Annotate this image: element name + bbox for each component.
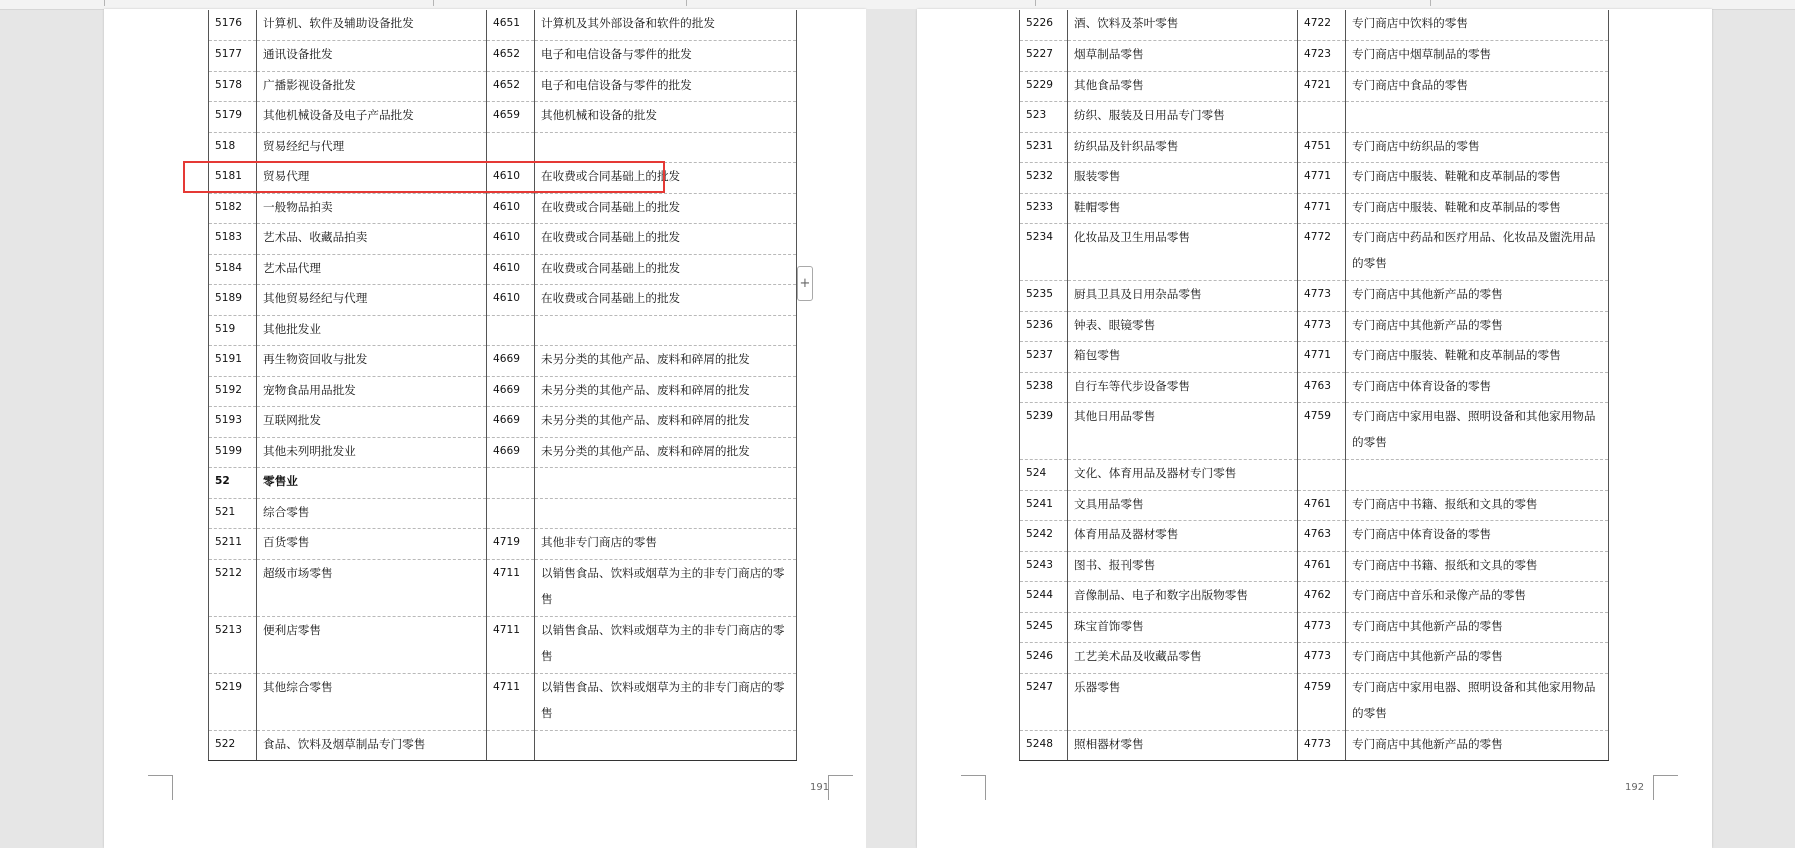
code-cell: 5212 bbox=[209, 559, 257, 616]
code-cell: 5232 bbox=[1020, 163, 1068, 194]
description-cell: 专门商店中体育设备的零售 bbox=[1346, 372, 1609, 403]
name-cell: 超级市场零售 bbox=[257, 559, 487, 616]
isic-code-cell: 4719 bbox=[487, 529, 535, 560]
name-cell: 通讯设备批发 bbox=[257, 41, 487, 72]
table-row bbox=[209, 437, 797, 468]
isic-code-cell: 4669 bbox=[487, 437, 535, 468]
isic-code-cell bbox=[1298, 102, 1346, 133]
code-cell: 52 bbox=[209, 468, 257, 499]
isic-code-cell: 4652 bbox=[487, 41, 535, 72]
name-cell: 贸易代理 bbox=[257, 163, 487, 194]
code-cell: 521 bbox=[209, 498, 257, 529]
description-cell: 专门商店中纺织品的零售 bbox=[1346, 132, 1609, 163]
page-corner-mark bbox=[1653, 775, 1678, 800]
isic-code-cell: 4762 bbox=[1298, 582, 1346, 613]
description-cell: 以销售食品、饮料或烟草为主的非专门商店的零售 bbox=[535, 673, 797, 730]
isic-code-cell bbox=[1298, 460, 1346, 491]
isic-code-cell: 4771 bbox=[1298, 193, 1346, 224]
isic-code-cell: 4651 bbox=[487, 10, 535, 41]
description-cell bbox=[535, 315, 797, 346]
page-number: 191 bbox=[810, 782, 830, 793]
name-cell: 厨具卫具及日用杂品零售 bbox=[1068, 281, 1298, 312]
isic-code-cell: 4669 bbox=[487, 407, 535, 438]
code-cell: 5238 bbox=[1020, 372, 1068, 403]
description-cell: 专门商店中烟草制品的零售 bbox=[1346, 41, 1609, 72]
table-row bbox=[1020, 311, 1609, 342]
code-cell: 5235 bbox=[1020, 281, 1068, 312]
code-cell: 5177 bbox=[209, 41, 257, 72]
description-cell: 专门商店中其他新产品的零售 bbox=[1346, 730, 1609, 761]
table-row bbox=[209, 730, 797, 761]
code-cell: 524 bbox=[1020, 460, 1068, 491]
isic-code-cell: 4773 bbox=[1298, 281, 1346, 312]
isic-code-cell: 4610 bbox=[487, 193, 535, 224]
code-cell: 5233 bbox=[1020, 193, 1068, 224]
code-cell: 5219 bbox=[209, 673, 257, 730]
isic-code-cell: 4772 bbox=[1298, 224, 1346, 281]
ruler-tick bbox=[104, 0, 105, 6]
table-row bbox=[209, 616, 797, 673]
table-row bbox=[1020, 10, 1609, 41]
highlight-box bbox=[183, 161, 665, 194]
page-number: 192 bbox=[1625, 782, 1645, 793]
ruler-tick bbox=[686, 0, 687, 6]
name-cell: 一般物品拍卖 bbox=[257, 193, 487, 224]
isic-code-cell: 4610 bbox=[487, 224, 535, 255]
description-cell: 未另分类的其他产品、废料和碎屑的批发 bbox=[535, 407, 797, 438]
code-cell: 5239 bbox=[1020, 403, 1068, 460]
table-row bbox=[1020, 372, 1609, 403]
name-cell: 纺织、服装及日用品专门零售 bbox=[1068, 102, 1298, 133]
table-row bbox=[209, 102, 797, 133]
isic-code-cell: 4751 bbox=[1298, 132, 1346, 163]
code-cell: 5243 bbox=[1020, 551, 1068, 582]
isic-code-cell: 4722 bbox=[1298, 10, 1346, 41]
description-cell: 专门商店中书籍、报纸和文具的零售 bbox=[1346, 490, 1609, 521]
description-cell: 电子和电信设备与零件的批发 bbox=[535, 71, 797, 102]
table-row bbox=[209, 673, 797, 730]
table-row bbox=[209, 407, 797, 438]
description-cell: 专门商店中服装、鞋靴和皮革制品的零售 bbox=[1346, 163, 1609, 194]
isic-code-cell bbox=[487, 315, 535, 346]
table-row bbox=[1020, 460, 1609, 491]
isic-code-cell: 4773 bbox=[1298, 311, 1346, 342]
table-row bbox=[1020, 132, 1609, 163]
ruler-tick bbox=[1035, 0, 1036, 6]
description-cell: 专门商店中服装、鞋靴和皮革制品的零售 bbox=[1346, 193, 1609, 224]
code-cell: 5234 bbox=[1020, 224, 1068, 281]
name-cell: 贸易经纪与代理 bbox=[257, 132, 487, 163]
code-cell: 5229 bbox=[1020, 71, 1068, 102]
description-cell bbox=[535, 730, 797, 761]
code-cell: 5199 bbox=[209, 437, 257, 468]
name-cell: 乐器零售 bbox=[1068, 673, 1298, 730]
description-cell bbox=[535, 468, 797, 499]
description-cell: 计算机及其外部设备和软件的批发 bbox=[535, 10, 797, 41]
description-cell: 电子和电信设备与零件的批发 bbox=[535, 41, 797, 72]
table-row bbox=[209, 559, 797, 616]
isic-code-cell: 4761 bbox=[1298, 490, 1346, 521]
table-row bbox=[1020, 342, 1609, 373]
code-cell: 5183 bbox=[209, 224, 257, 255]
table-row bbox=[1020, 582, 1609, 613]
description-cell bbox=[535, 132, 797, 163]
isic-code-cell bbox=[487, 468, 535, 499]
page-corner-mark bbox=[961, 775, 986, 800]
isic-code-cell: 4610 bbox=[487, 254, 535, 285]
isic-code-cell: 4652 bbox=[487, 71, 535, 102]
description-cell: 其他非专门商店的零售 bbox=[535, 529, 797, 560]
name-cell: 其他日用品零售 bbox=[1068, 403, 1298, 460]
name-cell: 烟草制品零售 bbox=[1068, 41, 1298, 72]
isic-code-cell: 4771 bbox=[1298, 163, 1346, 194]
name-cell: 图书、报刊零售 bbox=[1068, 551, 1298, 582]
code-cell: 5242 bbox=[1020, 521, 1068, 552]
isic-code-cell bbox=[487, 132, 535, 163]
isic-code-cell: 4669 bbox=[487, 376, 535, 407]
description-cell: 专门商店中音乐和录像产品的零售 bbox=[1346, 582, 1609, 613]
isic-code-cell: 4773 bbox=[1298, 643, 1346, 674]
document-page-left[interactable] bbox=[104, 9, 866, 848]
name-cell: 工艺美术品及收藏品零售 bbox=[1068, 643, 1298, 674]
ruler-tick bbox=[433, 0, 434, 6]
name-cell: 音像制品、电子和数字出版物零售 bbox=[1068, 582, 1298, 613]
description-cell: 其他机械和设备的批发 bbox=[535, 102, 797, 133]
table-row bbox=[1020, 673, 1609, 730]
name-cell: 酒、饮料及茶叶零售 bbox=[1068, 10, 1298, 41]
description-cell: 专门商店中书籍、报纸和文具的零售 bbox=[1346, 551, 1609, 582]
table-row bbox=[1020, 551, 1609, 582]
table-row bbox=[209, 346, 797, 377]
name-cell: 艺术品、收藏品拍卖 bbox=[257, 224, 487, 255]
description-cell: 在收费或合同基础上的批发 bbox=[535, 163, 797, 194]
code-cell: 5248 bbox=[1020, 730, 1068, 761]
table-row bbox=[209, 285, 797, 316]
table-row bbox=[209, 376, 797, 407]
isic-code-cell: 4773 bbox=[1298, 730, 1346, 761]
code-cell: 5179 bbox=[209, 102, 257, 133]
code-cell: 5182 bbox=[209, 193, 257, 224]
table-row bbox=[1020, 41, 1609, 72]
name-cell: 其他贸易经纪与代理 bbox=[257, 285, 487, 316]
name-cell: 艺术品代理 bbox=[257, 254, 487, 285]
description-cell: 未另分类的其他产品、废料和碎屑的批发 bbox=[535, 346, 797, 377]
description-cell bbox=[1346, 460, 1609, 491]
description-cell: 在收费或合同基础上的批发 bbox=[535, 224, 797, 255]
isic-code-cell: 4773 bbox=[1298, 612, 1346, 643]
name-cell: 纺织品及针织品零售 bbox=[1068, 132, 1298, 163]
code-cell: 5193 bbox=[209, 407, 257, 438]
description-cell: 专门商店中家用电器、照明设备和其他家用物品的零售 bbox=[1346, 403, 1609, 460]
table-row bbox=[1020, 730, 1609, 761]
isic-code-cell: 4711 bbox=[487, 559, 535, 616]
isic-code-cell: 4669 bbox=[487, 346, 535, 377]
ruler-tick bbox=[1430, 0, 1431, 6]
code-cell: 5246 bbox=[1020, 643, 1068, 674]
description-cell: 专门商店中食品的零售 bbox=[1346, 71, 1609, 102]
code-cell: 523 bbox=[1020, 102, 1068, 133]
name-cell: 钟表、眼镜零售 bbox=[1068, 311, 1298, 342]
name-cell: 其他批发业 bbox=[257, 315, 487, 346]
name-cell: 便利店零售 bbox=[257, 616, 487, 673]
name-cell: 计算机、软件及辅助设备批发 bbox=[257, 10, 487, 41]
description-cell: 以销售食品、饮料或烟草为主的非专门商店的零售 bbox=[535, 616, 797, 673]
code-cell: 5176 bbox=[209, 10, 257, 41]
table-row bbox=[1020, 490, 1609, 521]
code-cell: 5191 bbox=[209, 346, 257, 377]
name-cell: 其他未列明批发业 bbox=[257, 437, 487, 468]
isic-code-cell: 4771 bbox=[1298, 342, 1346, 373]
name-cell: 体育用品及器材零售 bbox=[1068, 521, 1298, 552]
table-row bbox=[209, 468, 797, 499]
table-row bbox=[209, 498, 797, 529]
name-cell: 再生物资回收与批发 bbox=[257, 346, 487, 377]
name-cell: 其他食品零售 bbox=[1068, 71, 1298, 102]
table-row bbox=[1020, 403, 1609, 460]
description-cell: 专门商店中其他新产品的零售 bbox=[1346, 311, 1609, 342]
table-row bbox=[1020, 521, 1609, 552]
name-cell: 百货零售 bbox=[257, 529, 487, 560]
isic-code-cell: 4763 bbox=[1298, 372, 1346, 403]
code-cell: 5226 bbox=[1020, 10, 1068, 41]
name-cell: 食品、饮料及烟草制品专门零售 bbox=[257, 730, 487, 761]
description-cell: 未另分类的其他产品、废料和碎屑的批发 bbox=[535, 376, 797, 407]
isic-code-cell bbox=[487, 498, 535, 529]
isic-code-cell: 4759 bbox=[1298, 673, 1346, 730]
add-row-button[interactable]: + bbox=[797, 266, 813, 301]
table-row bbox=[1020, 163, 1609, 194]
code-cell: 5241 bbox=[1020, 490, 1068, 521]
code-cell: 5211 bbox=[209, 529, 257, 560]
table-row bbox=[1020, 193, 1609, 224]
description-cell: 未另分类的其他产品、废料和碎屑的批发 bbox=[535, 437, 797, 468]
name-cell: 综合零售 bbox=[257, 498, 487, 529]
description-cell: 专门商店中药品和医疗用品、化妆品及盥洗用品的零售 bbox=[1346, 224, 1609, 281]
isic-code-cell: 4761 bbox=[1298, 551, 1346, 582]
table-row bbox=[209, 315, 797, 346]
description-cell: 以销售食品、饮料或烟草为主的非专门商店的零售 bbox=[535, 559, 797, 616]
table-row bbox=[209, 224, 797, 255]
code-cell: 5245 bbox=[1020, 612, 1068, 643]
table-row bbox=[1020, 612, 1609, 643]
code-cell: 5247 bbox=[1020, 673, 1068, 730]
table-row bbox=[209, 254, 797, 285]
name-cell: 文具用品零售 bbox=[1068, 490, 1298, 521]
code-cell: 5192 bbox=[209, 376, 257, 407]
code-cell: 522 bbox=[209, 730, 257, 761]
description-cell bbox=[1346, 102, 1609, 133]
description-cell: 专门商店中其他新产品的零售 bbox=[1346, 612, 1609, 643]
name-cell: 化妆品及卫生用品零售 bbox=[1068, 224, 1298, 281]
code-cell: 5181 bbox=[209, 163, 257, 194]
name-cell: 自行车等代步设备零售 bbox=[1068, 372, 1298, 403]
name-cell: 服装零售 bbox=[1068, 163, 1298, 194]
name-cell: 零售业 bbox=[257, 468, 487, 499]
name-cell: 文化、体育用品及器材专门零售 bbox=[1068, 460, 1298, 491]
table-row bbox=[1020, 224, 1609, 281]
isic-code-cell: 4763 bbox=[1298, 521, 1346, 552]
code-cell: 5213 bbox=[209, 616, 257, 673]
name-cell: 其他综合零售 bbox=[257, 673, 487, 730]
document-page-right[interactable] bbox=[917, 9, 1712, 848]
name-cell: 珠宝首饰零售 bbox=[1068, 612, 1298, 643]
isic-code-cell: 4711 bbox=[487, 673, 535, 730]
table-row bbox=[209, 10, 797, 41]
description-cell: 在收费或合同基础上的批发 bbox=[535, 193, 797, 224]
code-cell: 5227 bbox=[1020, 41, 1068, 72]
isic-code-cell: 4759 bbox=[1298, 403, 1346, 460]
code-cell: 5178 bbox=[209, 71, 257, 102]
table-row bbox=[209, 41, 797, 72]
code-cell: 519 bbox=[209, 315, 257, 346]
description-cell bbox=[535, 498, 797, 529]
name-cell: 箱包零售 bbox=[1068, 342, 1298, 373]
description-cell: 专门商店中服装、鞋靴和皮革制品的零售 bbox=[1346, 342, 1609, 373]
description-cell: 专门商店中其他新产品的零售 bbox=[1346, 643, 1609, 674]
description-cell: 专门商店中家用电器、照明设备和其他家用物品的零售 bbox=[1346, 673, 1609, 730]
description-cell: 在收费或合同基础上的批发 bbox=[535, 254, 797, 285]
code-cell: 5189 bbox=[209, 285, 257, 316]
code-cell: 5237 bbox=[1020, 342, 1068, 373]
page-corner-mark bbox=[828, 775, 853, 800]
table-row bbox=[209, 193, 797, 224]
name-cell: 其他机械设备及电子产品批发 bbox=[257, 102, 487, 133]
code-cell: 5231 bbox=[1020, 132, 1068, 163]
name-cell: 照相器材零售 bbox=[1068, 730, 1298, 761]
name-cell: 鞋帽零售 bbox=[1068, 193, 1298, 224]
table-row bbox=[1020, 281, 1609, 312]
description-cell: 专门商店中饮料的零售 bbox=[1346, 10, 1609, 41]
table-row bbox=[209, 71, 797, 102]
isic-code-cell: 4711 bbox=[487, 616, 535, 673]
code-cell: 518 bbox=[209, 132, 257, 163]
industry-table-right bbox=[1019, 10, 1609, 761]
table-row bbox=[1020, 71, 1609, 102]
code-cell: 5244 bbox=[1020, 582, 1068, 613]
table-row bbox=[209, 132, 797, 163]
isic-code-cell: 4610 bbox=[487, 285, 535, 316]
isic-code-cell: 4610 bbox=[487, 163, 535, 194]
industry-table-left bbox=[208, 10, 797, 761]
isic-code-cell: 4659 bbox=[487, 102, 535, 133]
description-cell: 专门商店中体育设备的零售 bbox=[1346, 521, 1609, 552]
page-corner-mark bbox=[148, 775, 173, 800]
page-gap bbox=[866, 9, 917, 848]
name-cell: 广播影视设备批发 bbox=[257, 71, 487, 102]
isic-code-cell: 4723 bbox=[1298, 41, 1346, 72]
name-cell: 互联网批发 bbox=[257, 407, 487, 438]
isic-code-cell: 4721 bbox=[1298, 71, 1346, 102]
isic-code-cell bbox=[487, 730, 535, 761]
description-cell: 在收费或合同基础上的批发 bbox=[535, 285, 797, 316]
table-row bbox=[209, 529, 797, 560]
table-row bbox=[1020, 643, 1609, 674]
code-cell: 5184 bbox=[209, 254, 257, 285]
description-cell: 专门商店中其他新产品的零售 bbox=[1346, 281, 1609, 312]
name-cell: 宠物食品用品批发 bbox=[257, 376, 487, 407]
code-cell: 5236 bbox=[1020, 311, 1068, 342]
table-row bbox=[1020, 102, 1609, 133]
